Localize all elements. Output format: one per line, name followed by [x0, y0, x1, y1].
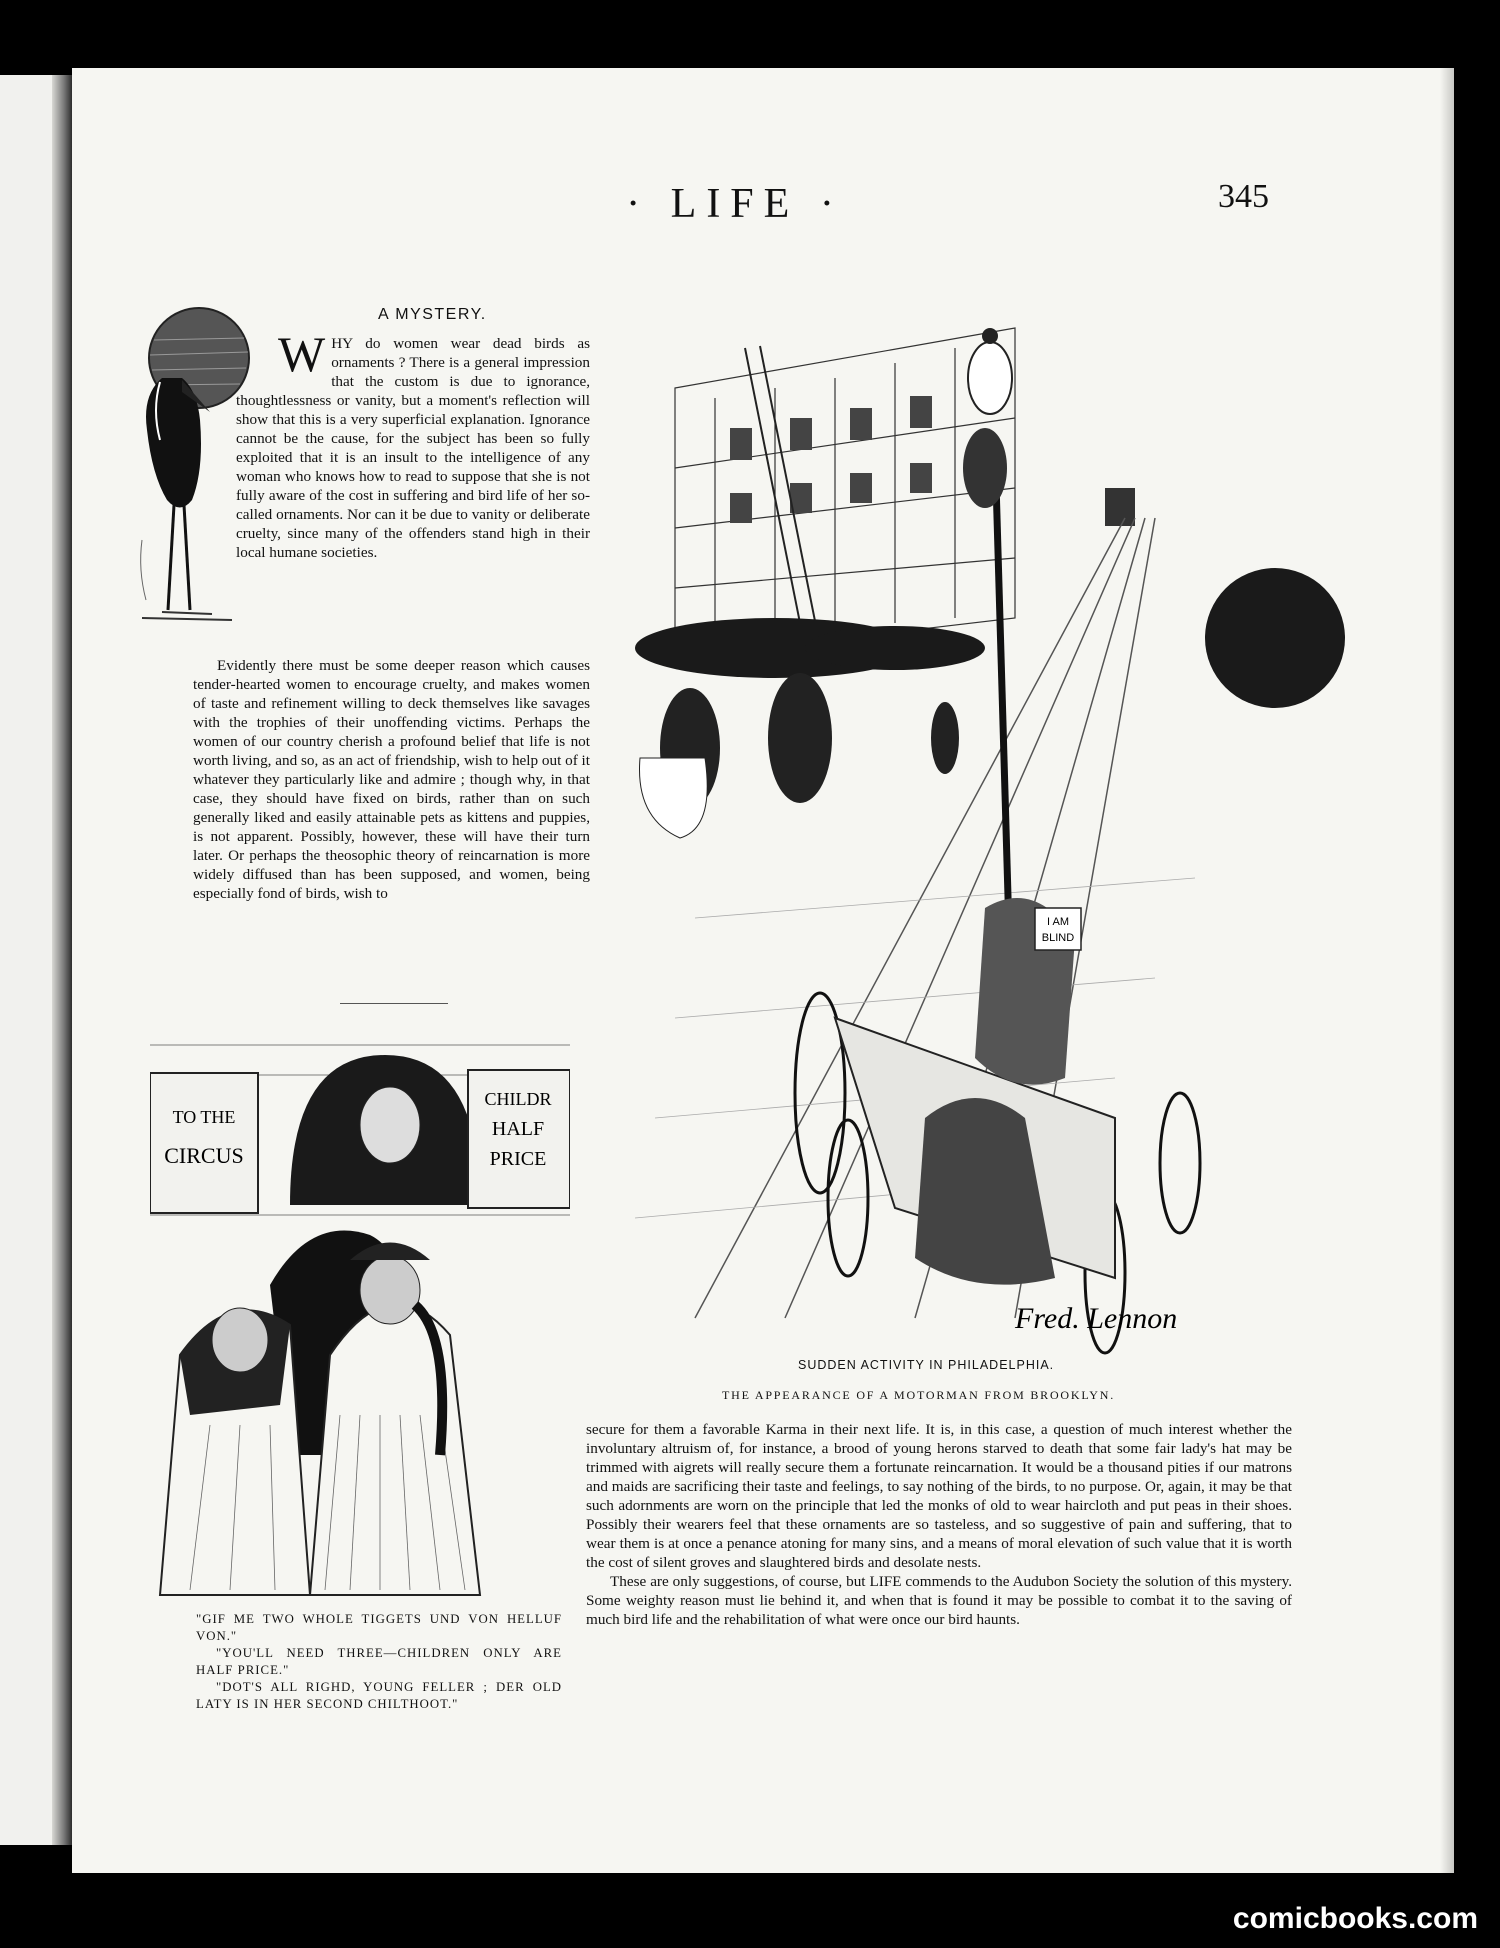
article-title: A MYSTERY.	[378, 306, 487, 323]
divider-rule	[340, 1003, 448, 1004]
street-cartoon-illustration	[595, 318, 1365, 1358]
article-paragraph: These are only suggestions, of course, but LIFE commends to the Audubon Society the solution of this mystery. Some weighty reason must lie behind it, and when that is found it may be possible to combat it to the saving of much bird life and the rehabilitation of what were once our bird haunts.	[586, 1573, 1292, 1628]
svg-text:BLIND: BLIND	[1041, 932, 1075, 944]
site-watermark: comicbooks.com	[1232, 1902, 1478, 1935]
circus-sign-line2: CIRCUS	[164, 1143, 244, 1168]
circus-cartoon-illustration	[150, 1035, 570, 1605]
cartoon-caption-subtitle: THE APPEARANCE OF A MOTORMAN FROM BROOKLYN.	[722, 1388, 1116, 1402]
page-number: 345	[1218, 178, 1269, 215]
article-intro	[236, 326, 590, 562]
book-gutter	[52, 75, 74, 1845]
price-sign-line1: CHILDR	[484, 1089, 552, 1109]
dialogue-line: "YOU'LL NEED THREE—CHILDREN ONLY ARE HALF PRICE."	[196, 1646, 562, 1677]
dialogue-line: "DOT'S ALL RIGHD, YOUNG FELLER ; DER OLD LATY IS IN HER SECOND CHILTHOOT."	[196, 1680, 562, 1711]
article-column-left	[193, 656, 590, 903]
price-sign-line2: HALF	[491, 1118, 545, 1140]
drop-cap: W	[278, 326, 326, 382]
article-paragraph: secure for them a favorable Karma in their next life. It is, in this case, a question of much interest whether the involuntary altruism of, for instance, a brood of young herons starved to death that some fair lady's hat may be trimmed with aigrets will really secure them a fortunate reincarnation. It would be a thousand pities if our matrons and maids are sacrificing their taste and feelings, to say nothing of the birds, to no purpose. Or, again, it may be that such adornments are worn on the principle that led the monks of old to wear haircloth and put peas in their shoes. Possibly their wearers feel that these ornaments are so tasteless, and so suggestive of pain and suffering, that to wear them is at once a penance atoning for many sins, and a means of moral elevation of such value that it is worth the cost of silent groves and slaughtered birds and desolate nests.	[586, 1421, 1292, 1571]
artist-signature: Fred. Lennon	[1015, 1302, 1178, 1335]
price-sign-line3: PRICE	[489, 1148, 547, 1170]
page-edge	[1440, 68, 1454, 1873]
dialogue-line: "GIF ME TWO WHOLE TIGGETS UND VON HELLUF VON."	[196, 1612, 562, 1643]
intro-paragraph: HY do women wear dead birds as ornaments ? There is a general impression that the custom is due to ignorance, thoughtlessness or vanity, but a moment's reflection will show that this is a very superficial explanation. Ignorance cannot be the cause, for the subject has been so fully exploited that it is an insult to the intelligence of any woman who knows how to read to suppose that she is not fully aware of the cost in suffering and bird life of her so-called ornaments. Nor can it be due to vanity or deliberate cruelty, since many of the offenders stand high in their local humane societies.	[236, 335, 590, 561]
blind-sign-text: I AM	[1046, 916, 1070, 928]
adjacent-page	[0, 75, 60, 1845]
circus-sign-line1: TO THE	[172, 1107, 236, 1127]
cartoon-dialogue	[196, 1611, 562, 1713]
cartoon-caption-title: SUDDEN ACTIVITY IN PHILADELPHIA.	[798, 1358, 1055, 1372]
magazine-title: · LIFE ·	[626, 181, 844, 227]
article-paragraph: Evidently there must be some deeper reason which causes tender-hearted women to encourage cruelty, and makes women of taste and refinement willing to deck themselves like savages with the trophies of their unoffending victims. Perhaps the women of our country cherish a profound belief that life is not worth living, and so, as an act of friendship, wish to help out of it whatever they particularly like and admire ; though why, in that case, they should have fixed on birds, rather than on such generally liked and easily attainable pets as kittens and puppies, is not apparent. Possibly, however, these will have their turn later. Or perhaps the theosophic theory of reincarnation is more widely diffused than has been supposed, and women, being especially fond of birds, wish to	[193, 657, 590, 902]
article-column-right	[586, 1420, 1292, 1629]
